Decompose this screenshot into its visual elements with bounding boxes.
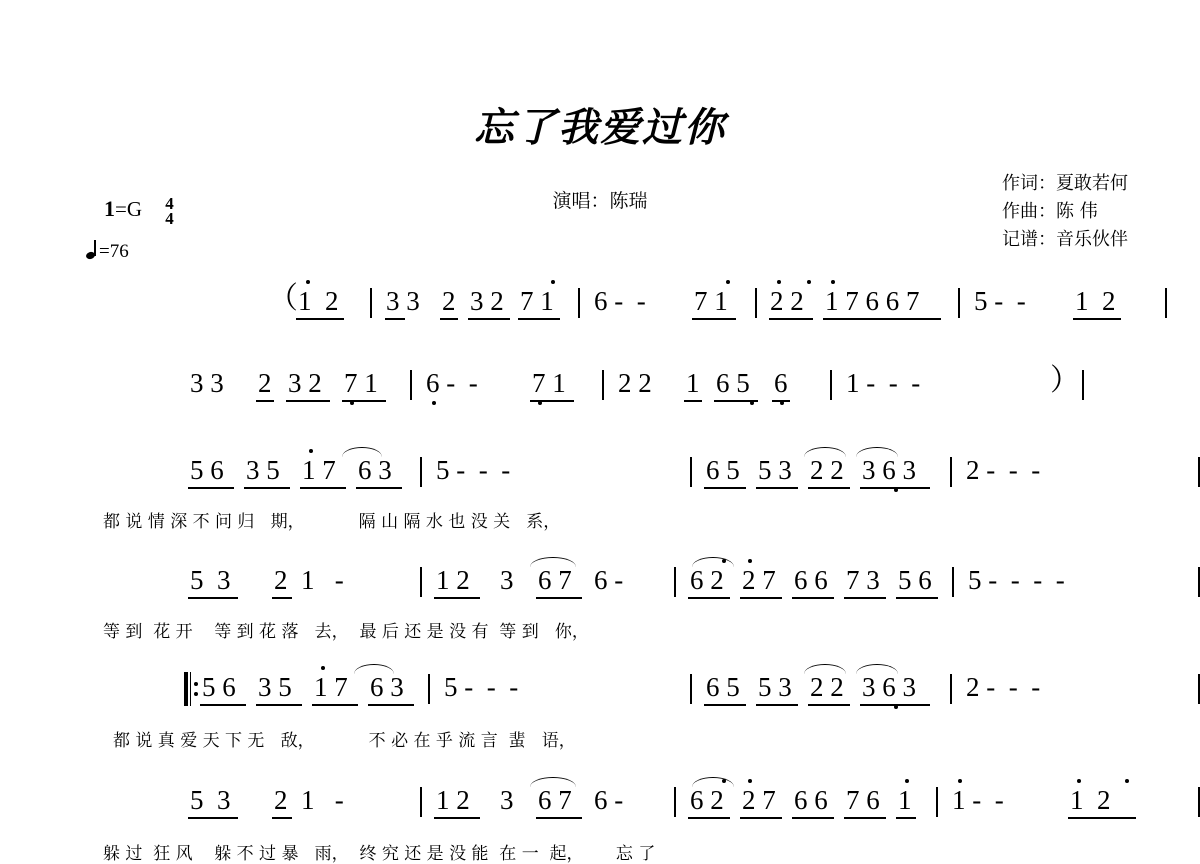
note: 6 - -: [594, 286, 646, 316]
barline: [950, 674, 952, 704]
note: 5 3: [758, 672, 792, 702]
barline: [1082, 370, 1084, 400]
music-system-4: [0, 565, 1200, 642]
octave-dot-above: [748, 779, 752, 783]
lyric-line: 等 到 花 开 等 到 花 落 去， 最 后 还 是 没 有 等 到 你，: [103, 622, 589, 642]
beam: [312, 704, 358, 706]
note: 7 1: [520, 286, 554, 316]
barline: [602, 370, 604, 400]
octave-dot-above: [726, 280, 730, 284]
barline: [1198, 457, 1200, 487]
octave-dot-above: [722, 559, 726, 563]
note: 2: [442, 286, 456, 316]
beam: [188, 487, 234, 489]
octave-dot-above: [905, 779, 909, 783]
music-system-6: [0, 785, 1200, 864]
beam: [896, 817, 916, 819]
beam: [468, 318, 510, 320]
note: 3 6 3: [862, 455, 916, 485]
beam: [188, 597, 238, 599]
note: 6 5: [706, 455, 740, 485]
beam: [434, 817, 480, 819]
note: 1 - -: [952, 785, 1004, 815]
beam: [769, 318, 813, 320]
beam: [692, 318, 736, 320]
beam: [1073, 318, 1121, 320]
beam: [684, 400, 702, 402]
note: 2 7: [742, 565, 776, 595]
beam: [714, 400, 758, 402]
note: 2 7: [742, 785, 776, 815]
beam: [368, 704, 414, 706]
note: 7 1: [344, 368, 378, 398]
barline: [690, 674, 692, 704]
note-row: [170, 565, 1200, 609]
note: 5 3: [758, 455, 792, 485]
barline: [830, 370, 832, 400]
barline: [420, 457, 422, 487]
beam: [704, 487, 746, 489]
octave-dot-above: [1125, 779, 1129, 783]
note: 6 3: [370, 672, 404, 702]
note: 6 2: [690, 565, 724, 595]
beam: [772, 400, 790, 402]
octave-dot-above: [309, 449, 313, 453]
beam: [860, 487, 930, 489]
beam: [823, 318, 941, 320]
beam: [272, 597, 292, 599]
beam: [188, 817, 238, 819]
barline: [755, 288, 757, 318]
note: 3: [500, 565, 514, 595]
octave-dot-above: [777, 280, 781, 284]
note: 5 6: [202, 672, 236, 702]
octave-dot-below: [432, 401, 436, 405]
key-signature-block: [104, 194, 174, 229]
note: 5 - - - -: [968, 565, 1065, 595]
barline: [674, 567, 676, 597]
beam: [536, 597, 582, 599]
lyric-row: [85, 716, 1115, 751]
note: 6: [774, 368, 788, 398]
note-row: [170, 282, 1200, 330]
note: 3 2: [470, 286, 504, 316]
octave-dot-above: [306, 280, 310, 284]
barline: [1165, 288, 1167, 318]
note: 2 - - -: [966, 455, 1041, 485]
singer-credit: 演唱：陈瑞: [552, 190, 648, 212]
lyric-row: [85, 609, 1115, 642]
note: 6 -: [594, 565, 624, 595]
note: 5 6: [190, 455, 224, 485]
note: 1: [898, 785, 912, 815]
barline: [578, 288, 580, 318]
octave-dot-above: [807, 280, 811, 284]
octave-dot-above: [831, 280, 835, 284]
beam: [536, 817, 582, 819]
beam: [756, 487, 798, 489]
beam: [286, 400, 330, 402]
beam: [808, 487, 850, 489]
note: 5 3: [190, 565, 231, 595]
barline: [958, 288, 960, 318]
note: 2 1 -: [274, 785, 344, 815]
beam: [530, 400, 574, 402]
note: 6 5: [716, 368, 750, 398]
note: 6 6: [794, 785, 828, 815]
octave-dot-above: [748, 559, 752, 563]
beam: [792, 817, 834, 819]
barline: [952, 567, 954, 597]
barline: [1198, 787, 1200, 817]
note: 1 7 6 6 7: [825, 286, 920, 316]
note: 6 3: [358, 455, 392, 485]
lyric-line: 都 说 情 深 不 问 归 期， 隔 山 隔 水 也 没 关 系，: [103, 512, 561, 532]
tempo-value: =76: [99, 241, 129, 262]
note: 7 1: [694, 286, 728, 316]
lyric-row: [85, 829, 1115, 864]
note: 2 2: [618, 368, 652, 398]
lyric-line: 躲 过 狂 风 躲 不 过 暴 雨， 终 究 还 是 没 能 在 一 起， 忘 了: [103, 844, 656, 864]
page-title: 忘了我爱过你: [474, 105, 726, 151]
note: 1: [686, 368, 700, 398]
note: 6 - -: [426, 368, 478, 398]
note: 3 5: [258, 672, 292, 702]
lyric-line: 都 说 真 爱 天 下 无 敌， 不 必 在 乎 流 言 蜚 语，: [113, 731, 576, 751]
octave-dot-above: [722, 779, 726, 783]
beam: [792, 597, 834, 599]
note: 1 7: [314, 672, 348, 702]
open-paren: （: [268, 282, 298, 315]
beam: [844, 597, 886, 599]
beam: [740, 597, 782, 599]
beam: [688, 817, 730, 819]
note: 2 2: [810, 672, 844, 702]
note: 2 - - -: [966, 672, 1041, 702]
note: 5 - - -: [436, 455, 511, 485]
music-system-2: [0, 364, 1200, 412]
note-row: [170, 364, 1200, 412]
note: 3 6 3: [862, 672, 916, 702]
note: 2 1 -: [274, 565, 344, 595]
beam: [356, 487, 402, 489]
key-do-label: 1: [104, 196, 115, 221]
barline: [1198, 674, 1200, 704]
beam: [1068, 817, 1136, 819]
beam: [296, 318, 344, 320]
credits-block: [1002, 170, 1128, 254]
repeat-start-barline: [184, 672, 193, 706]
note: 6 5: [706, 672, 740, 702]
beam: [896, 597, 938, 599]
note: 5 6: [898, 565, 932, 595]
quarter-note-icon: [86, 240, 99, 262]
beam: [808, 704, 850, 706]
octave-dot-above: [1077, 779, 1081, 783]
note: 1 2: [436, 785, 470, 815]
barline: [370, 288, 372, 318]
barline: [428, 674, 430, 704]
barline: [420, 787, 422, 817]
note: 1 7: [302, 455, 336, 485]
octave-dot-above: [321, 666, 325, 670]
beam: [434, 597, 480, 599]
note: 3 5: [246, 455, 280, 485]
note: 6 7: [538, 565, 572, 595]
close-paren: ）: [1050, 364, 1080, 397]
note: 1 2: [1075, 286, 1116, 316]
beam: [440, 318, 458, 320]
note: 7 3: [846, 565, 880, 595]
note-row: [170, 455, 1200, 499]
beam: [518, 318, 560, 320]
note: 1 2: [298, 286, 339, 316]
note: 7 6: [846, 785, 880, 815]
note: 6 2: [690, 785, 724, 815]
barline: [420, 567, 422, 597]
note: 2: [258, 368, 272, 398]
note: 6 7: [538, 785, 572, 815]
note: 6 6: [794, 565, 828, 595]
credit-lyricist: 作词：夏敢若何: [1002, 173, 1128, 194]
music-system-1: [0, 282, 1200, 330]
note: 2 2: [810, 455, 844, 485]
lyric-row: [85, 499, 1115, 532]
beam: [342, 400, 386, 402]
beam: [844, 817, 886, 819]
beam: [740, 817, 782, 819]
note: 3: [500, 785, 514, 815]
barline: [936, 787, 938, 817]
beam: [688, 597, 730, 599]
music-system-5: [0, 672, 1200, 751]
credit-transcriber: 记谱：音乐伙伴: [1002, 229, 1128, 250]
note-row: [170, 672, 1200, 716]
beam: [244, 487, 290, 489]
credit-composer: 作曲：陈 伟: [1002, 201, 1098, 222]
note: 5 - - -: [444, 672, 519, 702]
beam: [704, 704, 746, 706]
note: 3 3: [190, 368, 224, 398]
beam: [256, 704, 302, 706]
beam: [756, 704, 798, 706]
barline: [410, 370, 412, 400]
note: 3 2: [288, 368, 322, 398]
note: 3 3: [386, 286, 420, 316]
barline: [674, 787, 676, 817]
note: 6 -: [594, 785, 624, 815]
time-signature-numerator: 4: [165, 194, 174, 214]
note: 7 1: [532, 368, 566, 398]
note: 5 3: [190, 785, 231, 815]
note: 5 - -: [974, 286, 1026, 316]
barline: [690, 457, 692, 487]
octave-dot-above: [551, 280, 555, 284]
key-name: G: [126, 197, 143, 221]
tempo-marking: [86, 240, 129, 263]
time-signature-denominator: 4: [165, 209, 174, 229]
beam: [860, 704, 930, 706]
note: 1 - - -: [846, 368, 921, 398]
barline: [950, 457, 952, 487]
barline: [1198, 567, 1200, 597]
beam: [200, 704, 246, 706]
beam: [272, 817, 292, 819]
time-signature: [165, 194, 174, 229]
note: 2 2: [770, 286, 804, 316]
key-equals: =: [115, 197, 127, 221]
note-row: [170, 785, 1200, 829]
music-system-3: [0, 455, 1200, 532]
note: 1 2: [1070, 785, 1111, 815]
note: 1 2: [436, 565, 470, 595]
octave-dot-above: [958, 779, 962, 783]
beam: [385, 318, 405, 320]
beam: [256, 400, 274, 402]
beam: [300, 487, 346, 489]
